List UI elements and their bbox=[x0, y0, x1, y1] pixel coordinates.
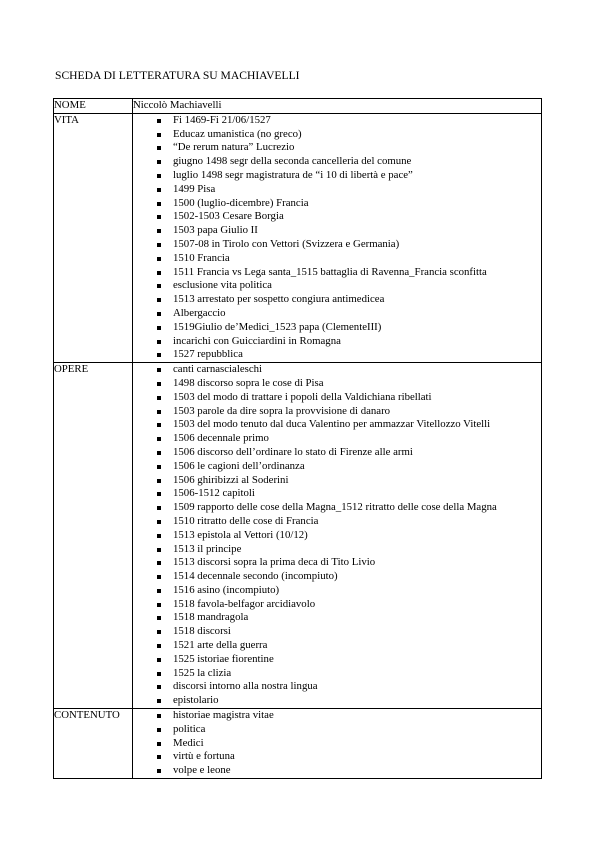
square-bullet-icon bbox=[157, 755, 161, 759]
list-item-text: giugno 1498 segr della seconda cancelleria del comune bbox=[173, 155, 412, 168]
list-item bbox=[133, 750, 541, 764]
square-bullet-icon bbox=[157, 506, 161, 510]
list-item-text: 1518 discorsi bbox=[173, 625, 231, 638]
square-bullet-icon bbox=[157, 451, 161, 455]
list-item bbox=[133, 737, 541, 751]
square-bullet-icon bbox=[157, 437, 161, 441]
row-bullet-list-cell bbox=[133, 113, 542, 362]
square-bullet-icon bbox=[157, 271, 161, 275]
list-item-text: epistolario bbox=[173, 694, 219, 707]
row-label: NOME bbox=[54, 99, 133, 114]
square-bullet-icon bbox=[157, 340, 161, 344]
square-bullet-icon bbox=[157, 396, 161, 400]
square-bullet-icon bbox=[157, 243, 161, 247]
list-item bbox=[133, 293, 541, 307]
list-item bbox=[133, 183, 541, 197]
list-item bbox=[133, 391, 541, 405]
list-item-text: 1527 repubblica bbox=[173, 348, 243, 361]
list-item-text: 1506-1512 capitoli bbox=[173, 487, 255, 500]
list-item-text: 1516 asino (incompiuto) bbox=[173, 583, 280, 596]
square-bullet-icon bbox=[157, 685, 161, 689]
list-item-text: 1499 Pisa bbox=[173, 182, 216, 195]
list-item-text: 1506 le cagioni dell’ordinanza bbox=[173, 459, 305, 472]
square-bullet-icon bbox=[157, 257, 161, 261]
square-bullet-icon bbox=[157, 465, 161, 469]
square-bullet-icon bbox=[157, 672, 161, 676]
list-item bbox=[133, 279, 541, 293]
list-item bbox=[133, 321, 541, 335]
square-bullet-icon bbox=[157, 202, 161, 206]
square-bullet-icon bbox=[157, 561, 161, 565]
list-item bbox=[133, 266, 541, 280]
square-bullet-icon bbox=[157, 423, 161, 427]
list-item-text: luglio 1498 segr magistratura de “i 10 di libertà e pace” bbox=[173, 168, 413, 181]
list-item-text: 1506 ghiribizzi al Soderini bbox=[173, 473, 289, 486]
row-value: Niccolò Machiavelli bbox=[133, 99, 542, 114]
square-bullet-icon bbox=[157, 215, 161, 219]
square-bullet-icon bbox=[157, 326, 161, 330]
list-item bbox=[133, 210, 541, 224]
literature-sheet-table bbox=[53, 98, 542, 779]
list-item-text: 1514 decennale secondo (incompiuto) bbox=[173, 570, 338, 583]
list-item bbox=[133, 169, 541, 183]
table-row bbox=[54, 709, 542, 779]
table-row bbox=[54, 363, 542, 709]
square-bullet-icon bbox=[157, 492, 161, 496]
list-item-text: 1503 del modo di trattare i popoli della Valdichiana ribellati bbox=[173, 390, 432, 403]
square-bullet-icon bbox=[157, 616, 161, 620]
list-item bbox=[133, 694, 541, 708]
list-item-text: politica bbox=[173, 722, 206, 735]
list-item-text: 1498 discorso sopra le cose di Pisa bbox=[173, 376, 324, 389]
list-item bbox=[133, 405, 541, 419]
list-item bbox=[133, 584, 541, 598]
list-item-text: 1503 papa Giulio II bbox=[173, 224, 258, 237]
list-item bbox=[133, 377, 541, 391]
list-item bbox=[133, 141, 541, 155]
square-bullet-icon bbox=[157, 644, 161, 648]
list-item bbox=[133, 556, 541, 570]
list-item-text: 1506 discorso dell’ordinare lo stato di Firenze alle armi bbox=[173, 445, 413, 458]
list-item-text: discorsi intorno alla nostra lingua bbox=[173, 680, 318, 693]
square-bullet-icon bbox=[157, 312, 161, 316]
square-bullet-icon bbox=[157, 174, 161, 178]
square-bullet-icon bbox=[157, 229, 161, 233]
list-item-text: Albergaccio bbox=[173, 306, 226, 319]
list-item bbox=[133, 238, 541, 252]
list-item-text: 1521 arte della guerra bbox=[173, 639, 268, 652]
list-item-text: 1513 epistola al Vettori (10/12) bbox=[173, 528, 308, 541]
list-item bbox=[133, 432, 541, 446]
square-bullet-icon bbox=[157, 520, 161, 524]
list-item bbox=[133, 335, 541, 349]
list-item-text: 1507-08 in Tirolo con Vettori (Svizzera e Germania) bbox=[173, 237, 400, 250]
list-item bbox=[133, 515, 541, 529]
list-item bbox=[133, 197, 541, 211]
square-bullet-icon bbox=[157, 160, 161, 164]
list-item-text: virtù e fortuna bbox=[173, 750, 235, 763]
list-item-text: volpe e leone bbox=[173, 764, 231, 777]
list-item bbox=[133, 363, 541, 377]
list-item bbox=[133, 418, 541, 432]
list-item-text: 1509 rapporto delle cose della Magna_1512 ritratto delle cose della Magna bbox=[173, 501, 497, 514]
list-item bbox=[133, 155, 541, 169]
list-item-text: 1502-1503 Cesare Borgia bbox=[173, 210, 284, 223]
list-item-text: 1513 discorsi sopra la prima deca di Tito Livio bbox=[173, 556, 376, 569]
list-item-text: historiae magistra vitae bbox=[173, 709, 274, 722]
list-item-text: 1525 istoriae fiorentine bbox=[173, 652, 274, 665]
list-item bbox=[133, 474, 541, 488]
square-bullet-icon bbox=[157, 728, 161, 732]
row-label: VITA bbox=[54, 113, 133, 362]
square-bullet-icon bbox=[157, 298, 161, 302]
list-item-text: 1511 Francia vs Lega santa_1515 battaglia di Ravenna_Francia sconfitta bbox=[173, 265, 487, 278]
square-bullet-icon bbox=[157, 575, 161, 579]
square-bullet-icon bbox=[157, 119, 161, 123]
bullet-list bbox=[133, 114, 541, 362]
square-bullet-icon bbox=[157, 548, 161, 552]
list-item bbox=[133, 529, 541, 543]
square-bullet-icon bbox=[157, 368, 161, 372]
page-title: SCHEDA DI LETTERATURA SU MACHIAVELLI bbox=[55, 69, 300, 82]
square-bullet-icon bbox=[157, 353, 161, 357]
bullet-list bbox=[133, 709, 541, 778]
list-item-text: “De rerum natura” Lucrezio bbox=[173, 141, 295, 154]
list-item bbox=[133, 224, 541, 238]
list-item bbox=[133, 570, 541, 584]
list-item bbox=[133, 446, 541, 460]
list-item bbox=[133, 460, 541, 474]
bullet-list bbox=[133, 363, 541, 708]
square-bullet-icon bbox=[157, 133, 161, 137]
list-item bbox=[133, 653, 541, 667]
square-bullet-icon bbox=[157, 146, 161, 150]
list-item-text: 1525 la clizia bbox=[173, 666, 232, 679]
list-item-text: 1500 (luglio-dicembre) Francia bbox=[173, 196, 309, 209]
list-item bbox=[133, 639, 541, 653]
list-item-text: 1510 Francia bbox=[173, 251, 230, 264]
list-item-text: 1518 favola-belfagor arcidiavolo bbox=[173, 597, 316, 610]
list-item-text: 1513 il principe bbox=[173, 542, 242, 555]
list-item bbox=[133, 543, 541, 557]
list-item bbox=[133, 114, 541, 128]
list-item bbox=[133, 307, 541, 321]
list-item-text: incarichi con Guicciardini in Romagna bbox=[173, 334, 341, 347]
square-bullet-icon bbox=[157, 589, 161, 593]
row-label: OPERE bbox=[54, 363, 133, 709]
list-item bbox=[133, 501, 541, 515]
list-item bbox=[133, 764, 541, 778]
square-bullet-icon bbox=[157, 188, 161, 192]
list-item-text: Medici bbox=[173, 736, 204, 749]
list-item bbox=[133, 625, 541, 639]
list-item bbox=[133, 487, 541, 501]
square-bullet-icon bbox=[157, 742, 161, 746]
list-item-text: 1506 decennale primo bbox=[173, 432, 269, 445]
list-item-text: Educaz umanistica (no greco) bbox=[173, 127, 302, 140]
list-item bbox=[133, 128, 541, 142]
square-bullet-icon bbox=[157, 410, 161, 414]
row-bullet-list-cell bbox=[133, 363, 542, 709]
list-item bbox=[133, 723, 541, 737]
square-bullet-icon bbox=[157, 603, 161, 607]
list-item-text: esclusione vita politica bbox=[173, 279, 272, 292]
square-bullet-icon bbox=[157, 382, 161, 386]
row-bullet-list-cell bbox=[133, 709, 542, 779]
table-row bbox=[54, 99, 542, 114]
list-item-text: 1513 arrestato per sospetto congiura antimedicea bbox=[173, 293, 385, 306]
list-item bbox=[133, 680, 541, 694]
list-item-text: 1503 del modo tenuto dal duca Valentino per ammazzar Vitellozzo Vitelli bbox=[173, 418, 491, 431]
square-bullet-icon bbox=[157, 534, 161, 538]
square-bullet-icon bbox=[157, 769, 161, 773]
list-item bbox=[133, 611, 541, 625]
list-item-text: 1503 parole da dire sopra la provvisione di danaro bbox=[173, 404, 391, 417]
list-item-text: 1519Giulio de’Medici_1523 papa (ClementeIII) bbox=[173, 320, 382, 333]
list-item bbox=[133, 252, 541, 266]
square-bullet-icon bbox=[157, 714, 161, 718]
list-item bbox=[133, 598, 541, 612]
list-item bbox=[133, 348, 541, 362]
square-bullet-icon bbox=[157, 479, 161, 483]
table-row bbox=[54, 113, 542, 362]
list-item-text: Fi 1469-Fi 21/06/1527 bbox=[173, 113, 271, 126]
row-label: CONTENUTO bbox=[54, 709, 133, 779]
square-bullet-icon bbox=[157, 630, 161, 634]
list-item-text: 1510 ritratto delle cose di Francia bbox=[173, 514, 319, 527]
list-item bbox=[133, 709, 541, 723]
list-item bbox=[133, 667, 541, 681]
square-bullet-icon bbox=[157, 658, 161, 662]
list-item-text: canti carnascialeschi bbox=[173, 363, 263, 376]
square-bullet-icon bbox=[157, 284, 161, 288]
square-bullet-icon bbox=[157, 699, 161, 703]
list-item-text: 1518 mandragola bbox=[173, 611, 249, 624]
